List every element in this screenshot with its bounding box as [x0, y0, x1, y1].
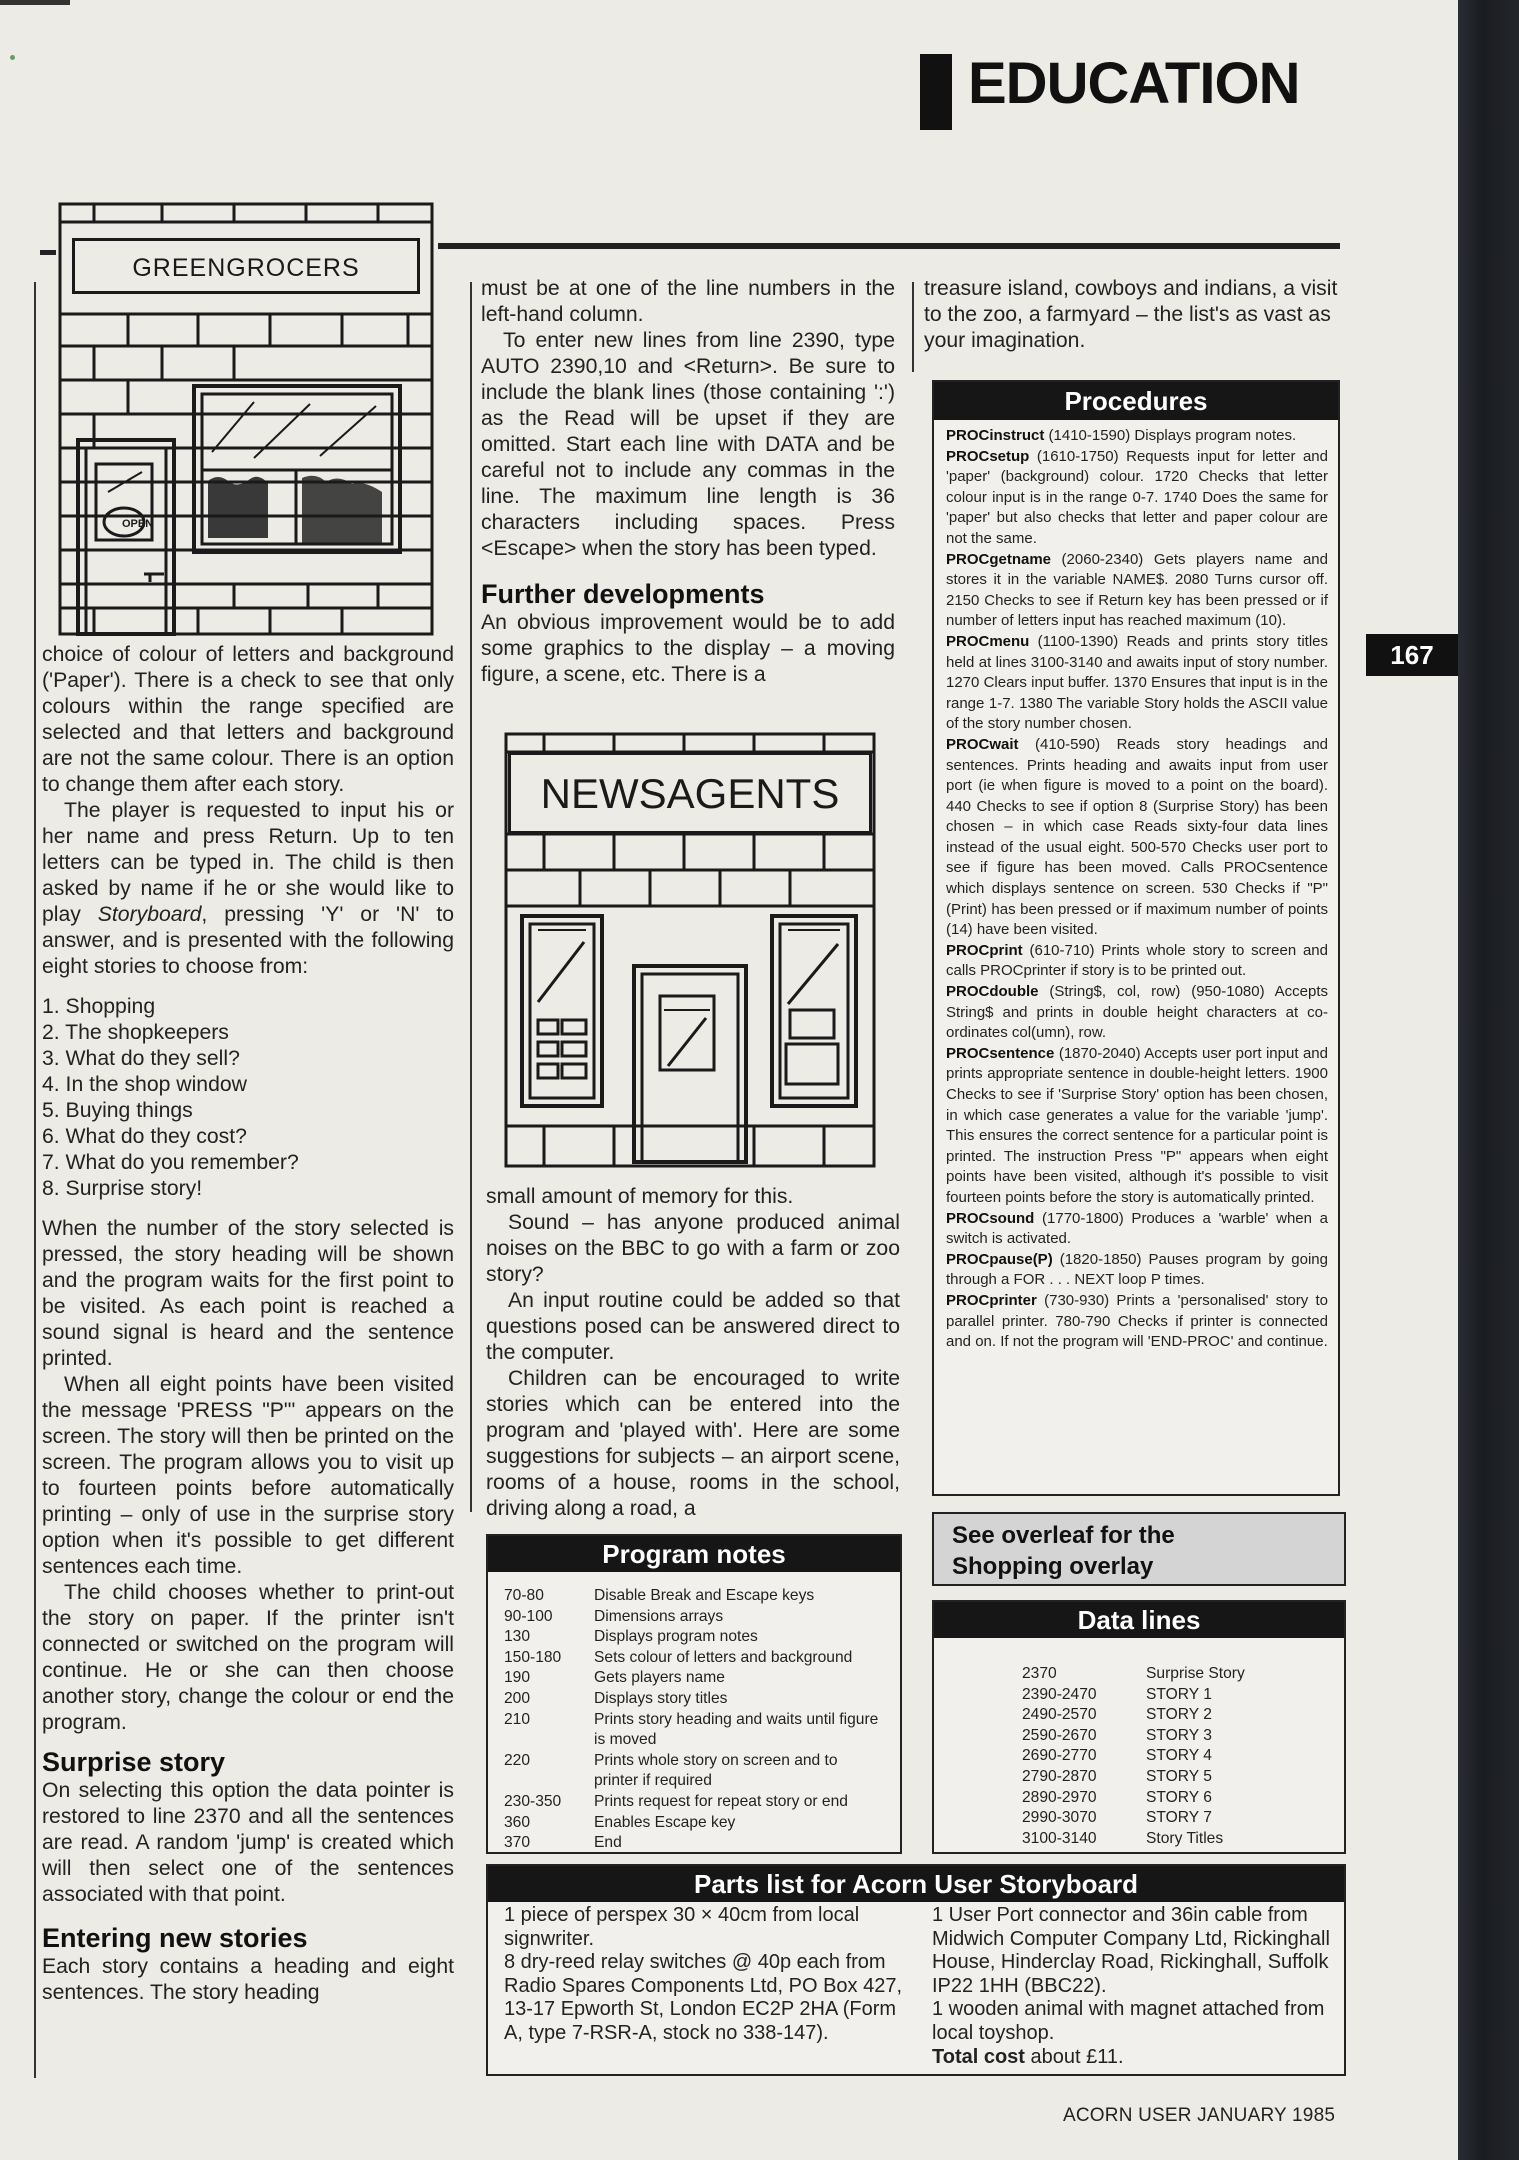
col2-p5: Sound – has anyone produced animal noises on the BBC to go with a farm or zoo story?	[486, 1211, 900, 1286]
line-range-cell: 360	[504, 1813, 531, 1831]
story-item: 7. What do you remember?	[42, 1151, 299, 1174]
col1-p1: choice of colour of letters and background ('Paper'). There is a check to see that only colours within the range specified are selected and that letters and background are not the same colour. There is an option to change them after each story.	[42, 643, 454, 796]
page-number: 167	[1366, 634, 1458, 676]
table-row	[504, 1710, 884, 1751]
table-row	[504, 1792, 884, 1813]
line-range-cell: 220	[504, 1751, 531, 1769]
greengrocers-sign-text: GREENGROCERS	[132, 254, 360, 282]
top-rule	[438, 243, 1340, 249]
line-range-cell: 2990-3070	[1022, 1809, 1097, 1827]
col2-p7: Children can be encouraged to write stories which can be entered into the program and 'played with'. Here are some suggestions for subjects – an airport scene, rooms of a house, rooms in the school, driving along a road, a	[486, 1367, 900, 1520]
story-item: 2. The shopkeepers	[42, 1021, 229, 1044]
procedure-name: PROCgetname	[946, 550, 1052, 568]
line-range-cell: 190	[504, 1669, 531, 1687]
story-list	[42, 994, 454, 1202]
table-row	[1022, 1746, 1312, 1767]
procedure-desc: (1870-2040) Accepts user port input and prints appropriate sentence in double-height letters. 1900 Checks to see if 'Surprise Story' option has been chosen, in which case generates a value for the variable 'jump'. This ensures the correct sentence for a particular point is printed. The instruction Press "P" appears when eight points have been visited, although it's possible to visit fourteen points before the story is automatically printed.	[946, 1044, 1328, 1206]
table-row	[504, 1627, 884, 1648]
procedure-entry	[946, 426, 1328, 447]
storyboard-italic: Storyboard	[97, 903, 202, 926]
description-cell: STORY 1	[1146, 1685, 1212, 1703]
table-row	[1022, 1726, 1312, 1747]
procedure-name: PROCpause(P)	[946, 1250, 1053, 1268]
description-cell: Displays program notes	[594, 1628, 758, 1646]
description-cell: Surprise Story	[1146, 1665, 1245, 1682]
table-row	[1022, 1705, 1312, 1726]
procedure-name: PROCsound	[946, 1209, 1035, 1227]
col2-p1: must be at one of the line numbers in the left-hand column.	[481, 277, 895, 326]
col1-p5: The child chooses whether to print-out the story on paper. If the printer isn't connected or switched on the program will continue. He or she can then choose another story, change the colour or end the program.	[42, 1581, 454, 1734]
description-cell: Story Titles	[1146, 1829, 1224, 1847]
line-range-cell: 200	[504, 1689, 531, 1707]
table-row	[504, 1689, 884, 1710]
table-row	[504, 1751, 884, 1792]
procedure-entry	[946, 735, 1328, 941]
line-range-cell: 2490-2570	[1022, 1706, 1097, 1724]
description-cell: Displays story titles	[594, 1689, 728, 1707]
line-range-cell: 2790-2870	[1022, 1767, 1097, 1785]
table-row	[504, 1607, 884, 1628]
description-cell: Sets colour of letters and background	[594, 1648, 853, 1666]
line-range-cell: 3100-3140	[1022, 1829, 1097, 1847]
procedure-desc: (2060-2340) Gets players name and stores it in the variable NAME$. 2080 Turns cursor off. 2150 Checks to see if Return key has been pressed or if number of letters input has reached maximum (10).	[946, 550, 1328, 630]
story-item: 3. What do they sell?	[42, 1047, 240, 1070]
table-row	[1022, 1664, 1312, 1685]
description-cell: Prints whole story on screen and to printer if required	[594, 1751, 838, 1790]
procedure-entry	[946, 550, 1328, 632]
description-cell: STORY 2	[1146, 1706, 1212, 1724]
col3-p1: treasure island, cowboys and indians, a visit to the zoo, a farmyard – the list's as vast as your imagination.	[924, 277, 1338, 352]
procedures-box	[932, 380, 1340, 1496]
line-range-cell: 2390-2470	[1022, 1685, 1097, 1703]
parts-right-column	[932, 1904, 1336, 2069]
column-2-upper	[481, 276, 895, 688]
parts-item: 1 piece of perspex 30 × 40cm from local signwriter.	[504, 1904, 860, 1950]
overleaf-notice	[932, 1512, 1346, 1586]
procedure-desc: (610-710) Prints whole story to screen and calls PROCprinter if story is to be printed out.	[946, 941, 1328, 980]
open-sign: OPEN	[122, 518, 154, 530]
parts-total	[932, 2046, 1336, 2070]
line-range-cell: 370	[504, 1834, 531, 1852]
col1-p6: On selecting this option the data pointer is restored to line 2370 and all the sentences are read. A random 'jump' is created which will then select one of the sentences associated with that point.	[42, 1779, 454, 1906]
procedure-name: PROCsetup	[946, 447, 1030, 465]
data-lines-table	[1022, 1664, 1312, 1849]
procedure-entry	[946, 1044, 1328, 1209]
parts-item: 1 wooden animal with magnet attached from local toyshop.	[932, 1998, 1325, 2044]
procedure-desc: (730-930) Prints a 'personalised' story to parallel printer. 780-790 Checks if printer is connected and on. If not the program will 'END-PROC' and continue.	[946, 1291, 1328, 1351]
total-value: about £11.	[1024, 2045, 1124, 2068]
procedure-entry	[946, 1291, 1328, 1353]
procedure-entry	[946, 941, 1328, 982]
heading-entering-new-stories: Entering new stories	[42, 1923, 308, 1953]
heading-surprise-story: Surprise story	[42, 1747, 226, 1777]
story-item: 8. Surprise story!	[42, 1177, 203, 1200]
description-cell: Disable Break and Escape keys	[594, 1587, 815, 1604]
parts-item: 1 User Port connector and 36in cable from Midwich Computer Company Ltd, Rickinghall House, Hinderclay Road, Rickinghall, Suffolk IP22 1HH (BBC22).	[932, 1904, 1330, 1997]
heading-further-developments: Further developments	[481, 579, 765, 609]
col3-left-rule	[912, 282, 914, 372]
procedure-entry	[946, 1209, 1328, 1250]
col1-p3: When the number of the story selected is pressed, the story heading will be shown and the program waits for the first point to be visited. As each point is reached a sound signal is heard and the sentence printed.	[42, 1217, 454, 1370]
table-row	[1022, 1808, 1312, 1829]
data-lines-box	[932, 1600, 1346, 1854]
procedures-list	[934, 420, 1338, 1357]
parts-item: 8 dry-reed relay switches @ 40p each from Radio Spares Components Ltd, PO Box 427, 13-17 Epworth St, London EC2P 2HA (Form A, type 7-RSR-A, stock no 338-147).	[504, 1951, 903, 2044]
line-range-cell: 230-350	[504, 1792, 562, 1810]
column-3-upper	[924, 276, 1342, 354]
parts-list-title: Parts list for Acorn User Storyboard	[488, 1866, 1344, 1902]
table-row	[504, 1648, 884, 1669]
overleaf-line1: See overleaf for the	[952, 1522, 1175, 1549]
procedure-entry	[946, 632, 1328, 735]
description-cell: Enables Escape key	[594, 1813, 736, 1831]
col1-p2a: The player is requested to input his or her name and press Return. Up to ten letters can be typed in. The child is then asked by name if he or she would like to play	[42, 799, 454, 926]
column-1-lower	[42, 642, 454, 2006]
line-range-cell: 130	[504, 1628, 531, 1646]
description-cell: STORY 3	[1146, 1726, 1212, 1744]
procedure-desc: (1820-1850) Pauses program by going through a FOR . . . NEXT loop P times.	[946, 1250, 1328, 1289]
procedure-name: PROCprint	[946, 941, 1023, 959]
col1-p7: Each story contains a heading and eight sentences. The story heading	[42, 1955, 454, 2004]
procedures-title: Procedures	[934, 382, 1338, 420]
procedure-entry	[946, 1250, 1328, 1291]
description-cell: STORY 6	[1146, 1788, 1212, 1806]
procedure-name: PROCmenu	[946, 632, 1030, 650]
table-row	[1022, 1788, 1312, 1809]
line-range-cell: 150-180	[504, 1648, 562, 1666]
story-item: 4. In the shop window	[42, 1073, 247, 1096]
procedure-name: PROCdouble	[946, 983, 1039, 1001]
col2-p2: To enter new lines from line 2390, type AUTO 2390,10 and <Return>. Be sure to include the blank lines (those containing ':') as the Read will be upset if they are omitted. Start each line with DATA and be careful not to include any commas in the line. The maximum line length is 36 characters including spaces. Press <Escape> when the story has been typed.	[481, 329, 895, 560]
col1-p2c: , pressing 'Y' or 'N' to answer, and is presented with the following eight stories to choose from:	[42, 903, 454, 978]
table-row	[504, 1813, 884, 1834]
line-range-cell: 2890-2970	[1022, 1788, 1097, 1806]
procedure-entry	[946, 447, 1328, 550]
binding-spine	[1458, 0, 1519, 2160]
procedure-name: PROCwait	[946, 735, 1019, 753]
col2-p3: An obvious improvement would be to add some graphics to the display – a moving figure, a scene, etc. There is a	[481, 611, 895, 686]
story-item: 5. Buying things	[42, 1099, 193, 1122]
overleaf-line2: Shopping overlay	[952, 1553, 1154, 1580]
newsagents-sign-text: NEWSAGENTS	[540, 770, 840, 817]
description-cell: STORY 4	[1146, 1747, 1212, 1765]
description-cell: STORY 7	[1146, 1809, 1212, 1827]
table-row	[504, 1833, 884, 1854]
parts-left-column	[504, 1904, 904, 2046]
table-row	[504, 1668, 884, 1689]
program-notes-title: Program notes	[488, 1536, 900, 1572]
description-cell: STORY 5	[1146, 1767, 1212, 1785]
line-range-cell: 210	[504, 1710, 531, 1728]
corner-dot	[10, 55, 15, 60]
col1-p2	[42, 798, 454, 980]
footer-issue: ACORN USER JANUARY 1985	[1063, 2105, 1336, 2126]
program-notes-table	[504, 1586, 884, 1854]
table-row	[1022, 1829, 1312, 1850]
program-notes-box	[486, 1534, 902, 1854]
procedure-desc: (410-590) Reads story headings and sentences. Prints heading and awaits input from user port (ie when figure is moved to a point on the board). 440 Checks to see if option 8 (Surprise Story) has been chosen – in which case Reads sixty-four data lines instead of the usual eight. 500-570 Checks user port to see if figure has been moved. Calls PROCsentence which displays sentence on screen. 530 Checks if "P" (Print) has been pressed or if maximum number of points (14) have been visited.	[946, 735, 1328, 939]
procedure-name: PROCinstruct	[946, 427, 1045, 444]
total-label: Total cost	[932, 2045, 1025, 2068]
procedure-entry	[946, 982, 1328, 1044]
description-cell: Prints request for repeat story or end	[594, 1792, 848, 1810]
procedure-desc: (1100-1390) Reads and prints story titles held at lines 3100-3140 and awaits input of story number. 1270 Clears input buffer. 1370 Ensures that input is in the range 1-7. 1380 The variable Story holds the ASCII value of the story number chosen.	[946, 632, 1328, 733]
top-edge-mark	[0, 0, 70, 5]
description-cell: Prints story heading and waits until figure is moved	[594, 1710, 879, 1749]
table-row	[1022, 1767, 1312, 1788]
line-range-cell: 90-100	[504, 1607, 553, 1625]
procedure-name: PROCsentence	[946, 1044, 1055, 1062]
section-bar	[920, 54, 952, 130]
procedure-desc: (String$, col, row) (950-1080) Accepts String$ and prints in double height characters at co-ordinates col(umn), row.	[946, 983, 1328, 1042]
table-row	[1022, 1685, 1312, 1706]
table-row	[504, 1586, 884, 1607]
column-2-lower	[486, 1184, 900, 1522]
col1-left-rule	[34, 282, 36, 2078]
section-title: EDUCATION	[968, 51, 1300, 116]
left-dash	[40, 250, 56, 255]
line-range-cell: 2690-2770	[1022, 1747, 1097, 1765]
story-item: 1. Shopping	[42, 995, 156, 1018]
procedure-desc: (1610-1750) Requests input for letter and 'paper' (background) colour. 1720 Checks that letter colour input is in the range 0-7. 1740 Does the same for 'paper' but also checks that letter and paper colour are not the same.	[946, 447, 1328, 547]
description-cell: Dimensions arrays	[594, 1607, 724, 1625]
description-cell: End	[594, 1834, 622, 1852]
description-cell: Gets players name	[594, 1669, 725, 1687]
line-range-cell: 2370	[1022, 1665, 1057, 1682]
line-range-cell: 2590-2670	[1022, 1726, 1097, 1744]
col1-p4: When all eight points have been visited the message 'PRESS "P"' appears on the screen. The story will then be printed on the screen. The program allows you to visit up to fourteen points before automatically printing – only of use in the surprise story option when it's possible to get different sentences each time.	[42, 1373, 454, 1578]
story-item: 6. What do they cost?	[42, 1125, 247, 1148]
line-range-cell: 70-80	[504, 1587, 544, 1604]
col2-p4: small amount of memory for this.	[486, 1185, 794, 1208]
col2-p6: An input routine could be added so that questions posed can be answered direct to the computer.	[486, 1289, 900, 1364]
procedure-name: PROCprinter	[946, 1291, 1037, 1309]
data-lines-title: Data lines	[934, 1602, 1344, 1638]
procedure-desc: (1410-1590) Displays program notes.	[1044, 427, 1297, 444]
procedure-desc: (1770-1800) Produces a 'warble' when a switch is activated.	[946, 1209, 1328, 1248]
col2-left-rule	[470, 282, 472, 1512]
